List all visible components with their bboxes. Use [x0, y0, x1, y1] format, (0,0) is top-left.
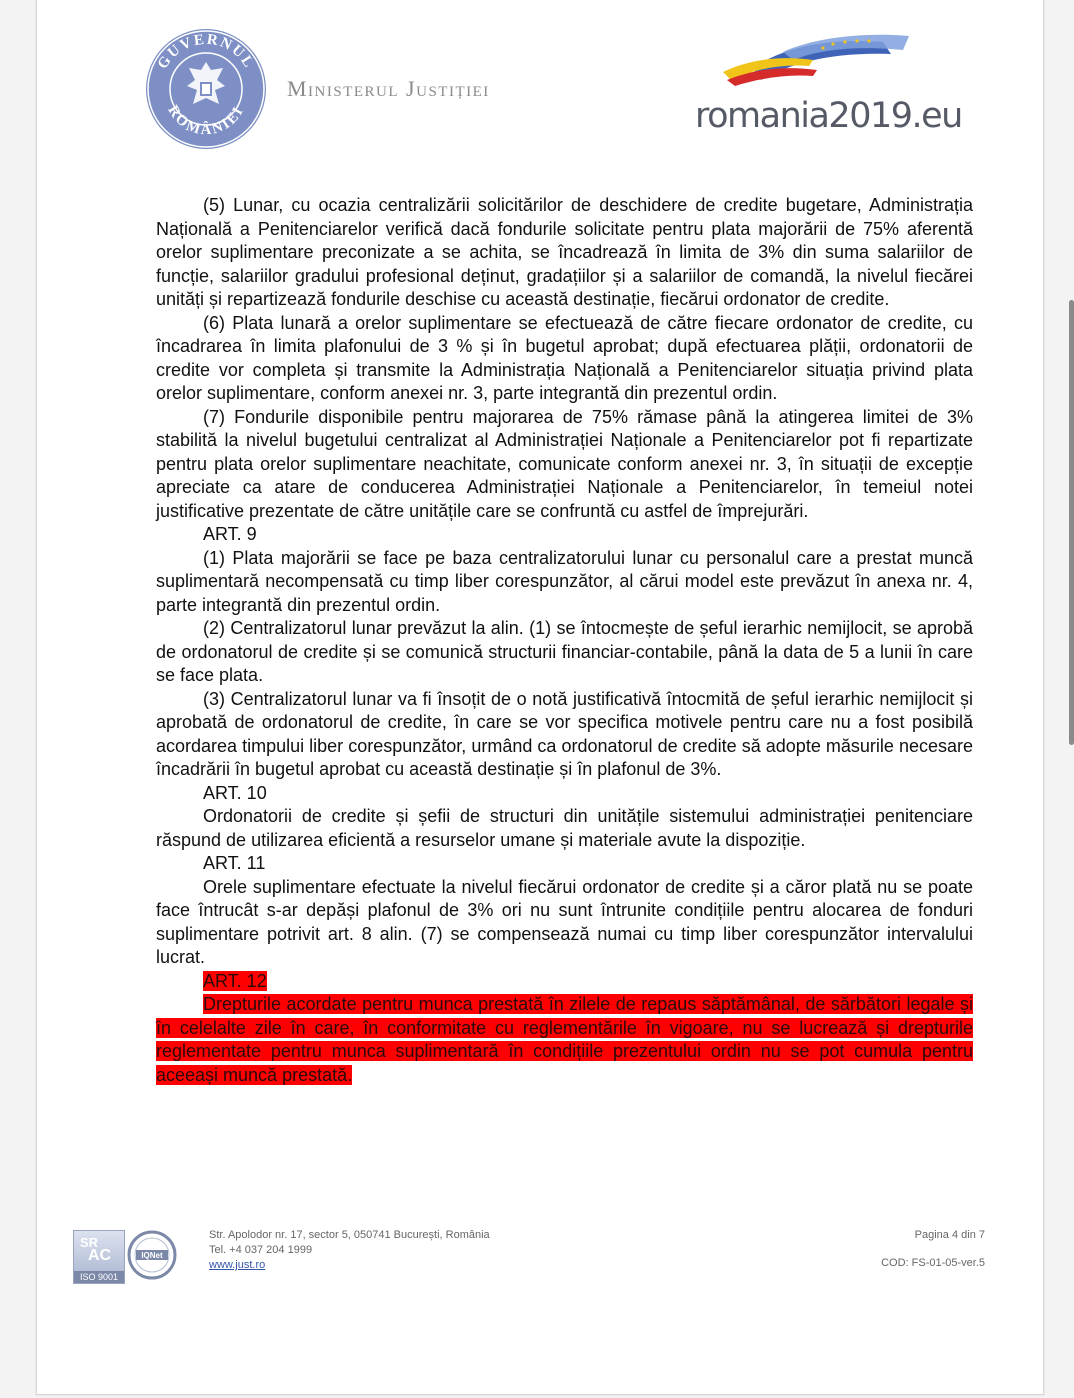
- iqnet-text: IQNet: [141, 1251, 163, 1260]
- government-seal-logo: [145, 28, 267, 150]
- footer-page-info: [881, 1228, 985, 1271]
- article-heading-9: ART. 9: [203, 524, 257, 544]
- document-code: COD: FS-01-05-ver.5: [881, 1257, 985, 1269]
- paragraph-art9-3: (3) Centralizatorul lunar va fi însoțit de o notă justificativă întocmită de șeful ierarhic nemijlocit și aprobată de ordonatorul de credite, în care se vor specifica motivele pentru care nu a fost posibilă acordarea timpului liber corespunzător, urmând ca ordonatorul de credite să adopte măsurile necesare încadrării în bugetul aprobat cu această destinație și în plafonul de 3%.: [156, 688, 973, 779]
- cert-ac-text: AC: [88, 1247, 112, 1264]
- paragraph-art12-highlighted: Drepturile acordate pentru munca prestată în zilele de repaus săptămânal, de sărbători legale și în celelalte zile în care, în conformitate cu reglementările în vigoare, nu se lucrează și drepturile reglementate pentru munca suplimentară în condițiile prezentului ordin nu se pot cumula pentru aceeași muncă prestată.: [156, 994, 973, 1085]
- romania2019-flag-logo: [713, 28, 913, 90]
- document-body: [156, 194, 973, 1087]
- ministry-name: Ministerul Justiției: [287, 76, 490, 101]
- paragraph-art8-6: (6) Plata lunară a orelor suplimentare se efectuează de către fiecare ordonator de credite, cu încadrarea în limita plafonului de 3 % și în bugetul aprobat; după efectuarea plății, ordonatorii de credite vor completa și transmite la Administrația Națională a Penitenciarelor situația privind plata orelor suplimentare, conform anexei nr. 3, parte integrantă din prezentul ordin.: [156, 312, 973, 403]
- svg-text:ROMÂNIEI: ROMÂNIEI: [164, 102, 248, 139]
- paragraph-art9-2: (2) Centralizatorul lunar prevăzut la alin. (1) se întocmește de șeful ierarhic nemijlocit, se aprobă de ordonatorul de credite și se comunică structurii financiar-contabile, până la data de 5 a lunii în care se face plata.: [156, 618, 973, 685]
- article-heading-10: ART. 10: [203, 782, 267, 803]
- page-number: Pagina 4 din 7: [914, 1229, 985, 1241]
- svg-text:GUVERNUL: GUVERNUL: [154, 31, 258, 72]
- paragraph-art10: Ordonatorii de credite și șefii de structuri din unitățile sistemului administrației penitenciare răspund de utilizarea eficientă a resurselor umane și materiale avute la dispoziție.: [156, 806, 973, 850]
- paragraph-art11: Orele suplimentare efectuate la nivelul fiecărui ordonator de credite și a căror plată nu se poate face întrucât s-ar depăși plafonul de 3% ori nu sunt întrunite condițiile pentru alocarea de fonduri suplimentare potrivit art. 8 alin. (7) se compensează numai cu timp liber corespunzător intervalului lucrat.: [156, 876, 973, 967]
- romania2019-campaign-text: romania2019.eu: [695, 96, 962, 136]
- footer-phone: Tel. +4 037 204 1999: [209, 1244, 313, 1256]
- paragraph-art8-5: (5) Lunar, cu ocazia centralizării solicitărilor de deschidere de credite bugetare, Administrația Națională a Penitenciarelor verifică dacă fondurile solicitate pentru plata majorării de 75% aferentă orelor suplimentare preconizate a se achita, se încadrează în limita de 3% din suma salariilor de funcție, salariilor gradului profesional deținut, gradațiilor și a salariilor de comandă, la nivelul fiecărei unități și repartizează fondurile deschise cu această destinație, fiecărui ordonator de credite.: [156, 195, 973, 309]
- sr-ac-certification-logo: [73, 1230, 123, 1282]
- paragraph-art9-1: (1) Plata majorării se face pe baza centralizatorului lunar cu personalul care a prestat muncă suplimentară necompensată cu timp liber corespunzător, al cărui model este prevăzut în anexa nr. 4, parte integrantă din prezentul ordin.: [156, 547, 973, 615]
- paragraph-art8-7: (7) Fondurile disponibile pentru majorarea de 75% rămase până la atingerea limitei de 3% stabilită la nivelul bugetului centralizat al Administrației Naționale a Penitenciarelor pot fi repartizate pentru plata orelor suplimentare neachitate, comunicate conform anexei nr. 3, în situații de excepție apreciate ca atare de conducerea Administrației Naționale a Penitenciarelor, în temeiul notei justificative prezentate de către unitățile care se confruntă cu astfel de împrejurări.: [156, 406, 973, 521]
- cert-sr-text: SR: [80, 1235, 99, 1250]
- article-heading-11: ART. 11: [203, 853, 266, 873]
- document-page: [36, 0, 1044, 1395]
- footer-website-link[interactable]: www.just.ro: [209, 1259, 266, 1271]
- scrollbar-thumb[interactable]: [1069, 300, 1074, 745]
- article-heading-12-highlighted: ART. 12: [203, 970, 267, 991]
- iqnet-certification-logo: [127, 1228, 177, 1282]
- footer-address: Str. Apolodor nr. 17, sector 5, 050741 București, România: [209, 1229, 490, 1241]
- footer-address-block: [209, 1228, 490, 1273]
- cert-iso-label: ISO 9001: [74, 1271, 124, 1283]
